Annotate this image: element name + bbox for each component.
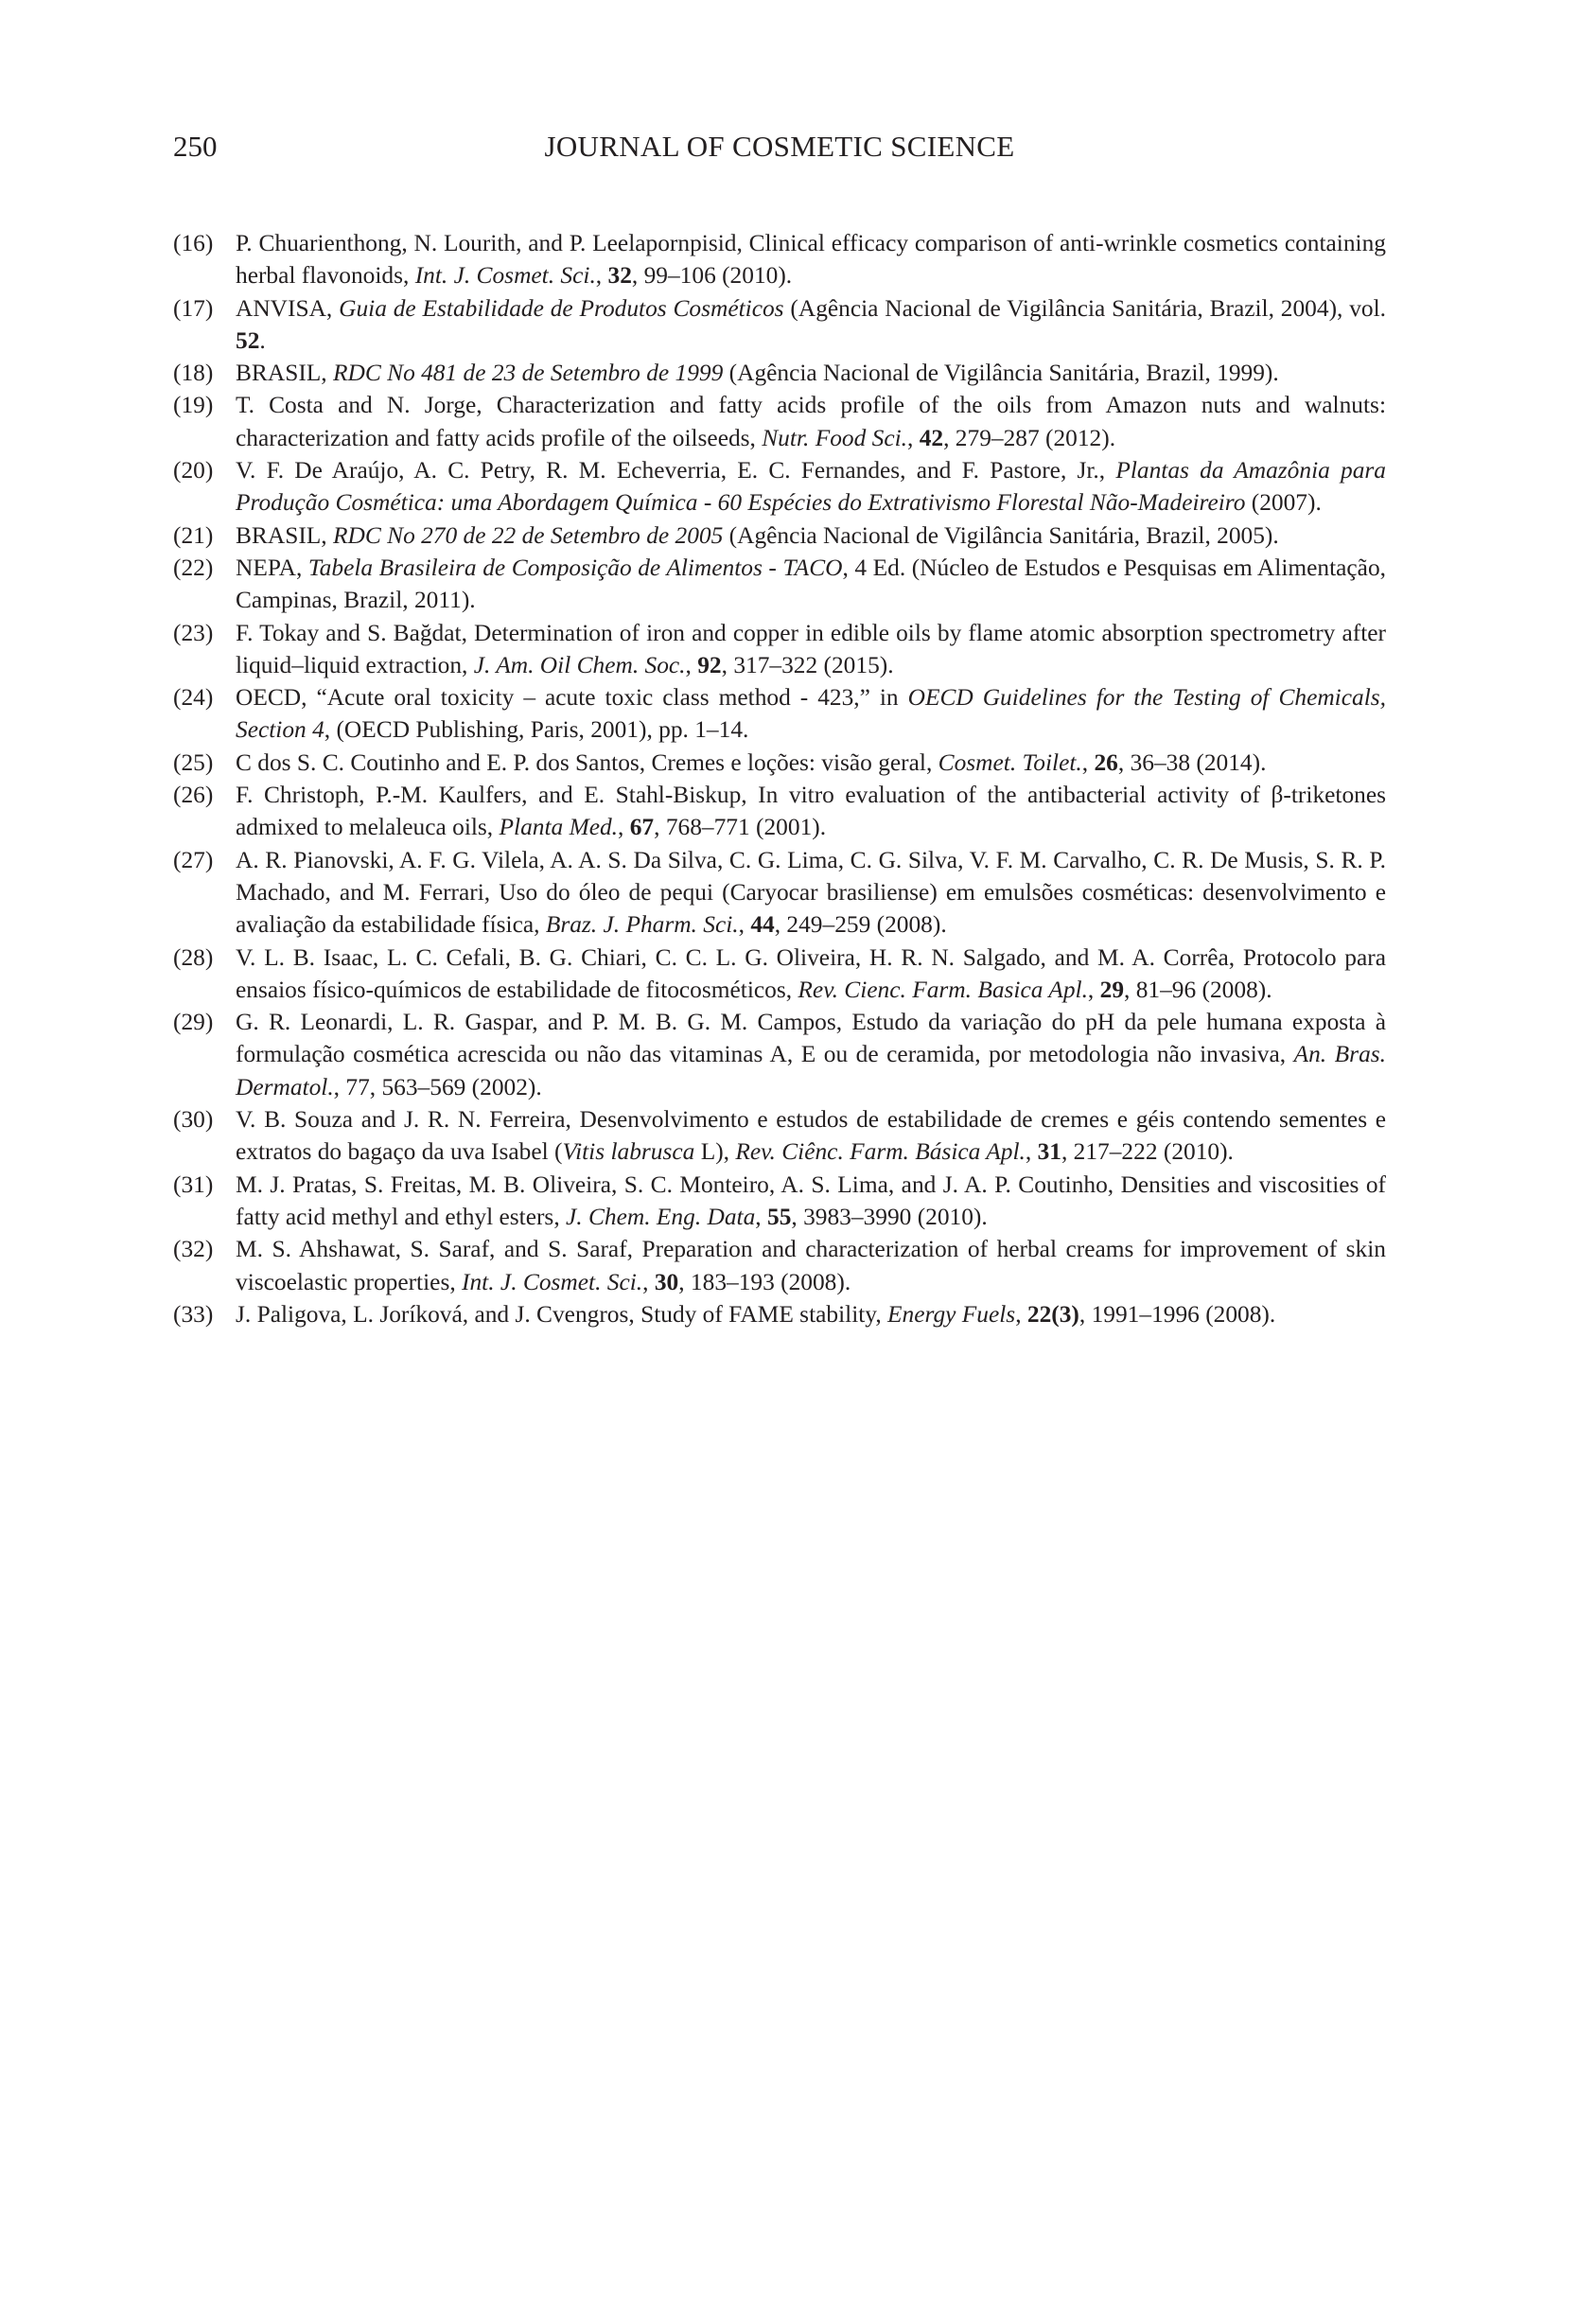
reference-number: (17)	[173, 294, 214, 322]
reference-number: (30)	[173, 1106, 214, 1134]
reference-item	[173, 292, 1386, 358]
journal-title: JOURNAL OF COSMETIC SCIENCE	[544, 130, 1015, 163]
reference-text: BRASIL, RDC No 481 de 23 de Setembro de 1999 (Agência Nacional de Vigilância Sanitária, Brazil, 1999).	[236, 360, 1279, 387]
reference-text: ANVISA, Guia de Estabilidade de Produtos Cosméticos (Agência Nacional de Vigilância Sanitária, Brazil, 2004), vol. 52.	[236, 294, 1387, 354]
reference-item	[173, 779, 1386, 844]
reference-number: (29)	[173, 1009, 214, 1036]
reference-text: V. F. De Araújo, A. C. Petry, R. M. Echeverria, E. C. Fernandes, and F. Pastore, Jr., Plantas da Amazônia para Produção Cosmética: uma Abordagem Química - 60 Espécies do Extrativismo Florestal Não-Madeireiro (2007).	[236, 457, 1386, 517]
reference-number: (33)	[173, 1300, 214, 1328]
reference-text: V. L. B. Isaac, L. C. Cefali, B. G. Chiari, C. C. L. G. Oliveira, H. R. N. Salgado, and M. A. Corrêa, Protocolo para ensaios físico-químicos de estabilidade de fitocosméticos, Rev. Cienc. Farm. Basica Apl., 29, 81–96 (2008).	[236, 943, 1386, 1003]
reference-text: V. B. Souza and J. R. N. Ferreira, Desenvolvimento e estudos de estabilidade de cremes e géis contendo sementes e extratos do bagaço da uva Isabel (Vitis labrusca L), Rev. Ciênc. Farm. Básica Apl., 31, 217–222 (2010).	[236, 1106, 1386, 1166]
reference-item	[173, 552, 1386, 617]
reference-number: (19)	[173, 392, 214, 419]
reference-item	[173, 1298, 1386, 1330]
reference-item	[173, 681, 1386, 747]
reference-text: J. Paligova, L. Joríková, and J. Cvengros, Study of FAME stability, Energy Fuels, 22(3), 1991–1996 (2008).	[236, 1300, 1276, 1328]
reference-text: T. Costa and N. Jorge, Characterization and fatty acids profile of the oils from Amazon nuts and walnuts: characterization and fatty acids profile of the oilseeds, Nutr. Food Sci., 42, 279–287 (2012).	[236, 392, 1386, 451]
reference-item	[173, 617, 1386, 682]
reference-text: NEPA, Tabela Brasileira de Composição de Alimentos - TACO, 4 Ed. (Núcleo de Estudos e Pesquisas em Alimentação, Campinas, Brazil, 2011).	[236, 554, 1386, 614]
reference-item	[173, 519, 1386, 552]
reference-text: G. R. Leonardi, L. R. Gaspar, and P. M. B. G. M. Campos, Estudo da variação do pH da pele humana exposta à formulação cosmética acrescida ou não das vitaminas A, E ou de ceramida, por metodologia não invasiva, An. Bras. Dermatol., 77, 563–569 (2002).	[236, 1009, 1386, 1100]
reference-number: (22)	[173, 554, 214, 581]
reference-number: (16)	[173, 230, 214, 256]
reference-number: (23)	[173, 619, 214, 646]
reference-number: (31)	[173, 1171, 214, 1198]
reference-item	[173, 1233, 1386, 1298]
reference-number: (27)	[173, 846, 214, 873]
running-header	[173, 124, 1386, 171]
page-number: 250	[173, 130, 218, 163]
reference-item	[173, 454, 1386, 519]
reference-text: OECD, “Acute oral toxicity – acute toxic class method - 423,” in OECD Guidelines for the Testing of Chemicals, Section 4, (OECD Publishing, Paris, 2001), pp. 1–14.	[236, 684, 1386, 744]
reference-number: (26)	[173, 782, 214, 809]
reference-text: M. J. Pratas, S. Freitas, M. B. Oliveira, S. C. Monteiro, A. S. Lima, and J. A. P. Coutinho, Densities and viscosities of fatty acid methyl and ethyl esters, J. Chem. Eng. Data, 55, 3983–3990 (2010).	[236, 1171, 1386, 1230]
reference-text: F. Christoph, P.-M. Kaulfers, and E. Stahl-Biskup, In vitro evaluation of the antibacterial activity of β-triketones admixed to melaleuca oils, Planta Med., 67, 768–771 (2001).	[236, 782, 1386, 841]
reference-item	[173, 1169, 1386, 1234]
reference-item	[173, 1103, 1386, 1169]
reference-number: (25)	[173, 748, 214, 776]
reference-text: F. Tokay and S. Bağdat, Determination of iron and copper in edible oils by flame atomic absorption spectrometry after liquid–liquid extraction, J. Am. Oil Chem. Soc., 92, 317–322 (2015).	[236, 619, 1386, 678]
reference-item	[173, 844, 1386, 942]
reference-text: C dos S. C. Coutinho and E. P. dos Santos, Cremes e loções: visão geral, Cosmet. Toilet., 26, 36–38 (2014).	[236, 748, 1267, 776]
reference-text: P. Chuarienthong, N. Lourith, and P. Leelapornpisid, Clinical efficacy comparison of anti-wrinkle cosmetics containing herbal flavonoids, Int. J. Cosmet. Sci., 32, 99–106 (2010).	[236, 230, 1386, 290]
reference-number: (18)	[173, 360, 214, 387]
reference-number: (21)	[173, 521, 214, 549]
reference-text: A. R. Pianovski, A. F. G. Vilela, A. A. S. Da Silva, C. G. Lima, C. G. Silva, V. F. M. Carvalho, C. R. De Musis, S. R. P. Machado, and M. Ferrari, Uso do óleo de pequi (Caryocar brasiliense) em emulsões cosméticas: desenvolvimento e avaliação da estabilidade física, Braz. J. Pharm. Sci., 44, 249–259 (2008).	[236, 846, 1386, 939]
reference-number: (28)	[173, 943, 214, 971]
reference-number: (24)	[173, 684, 214, 712]
reference-item	[173, 389, 1386, 454]
reference-item	[173, 1006, 1386, 1103]
reference-text: M. S. Ahshawat, S. Saraf, and S. Saraf, Preparation and characterization of herbal creams for improvement of skin viscoelastic properties, Int. J. Cosmet. Sci., 30, 183–193 (2008).	[236, 1236, 1386, 1295]
reference-item	[173, 942, 1386, 1007]
reference-list	[173, 227, 1386, 1330]
reference-item	[173, 357, 1386, 389]
reference-number: (32)	[173, 1236, 214, 1263]
reference-item	[173, 747, 1386, 779]
reference-number: (20)	[173, 457, 214, 484]
reference-text: BRASIL, RDC No 270 de 22 de Setembro de 2005 (Agência Nacional de Vigilância Sanitária, Brazil, 2005).	[236, 521, 1279, 549]
reference-item	[173, 227, 1386, 292]
